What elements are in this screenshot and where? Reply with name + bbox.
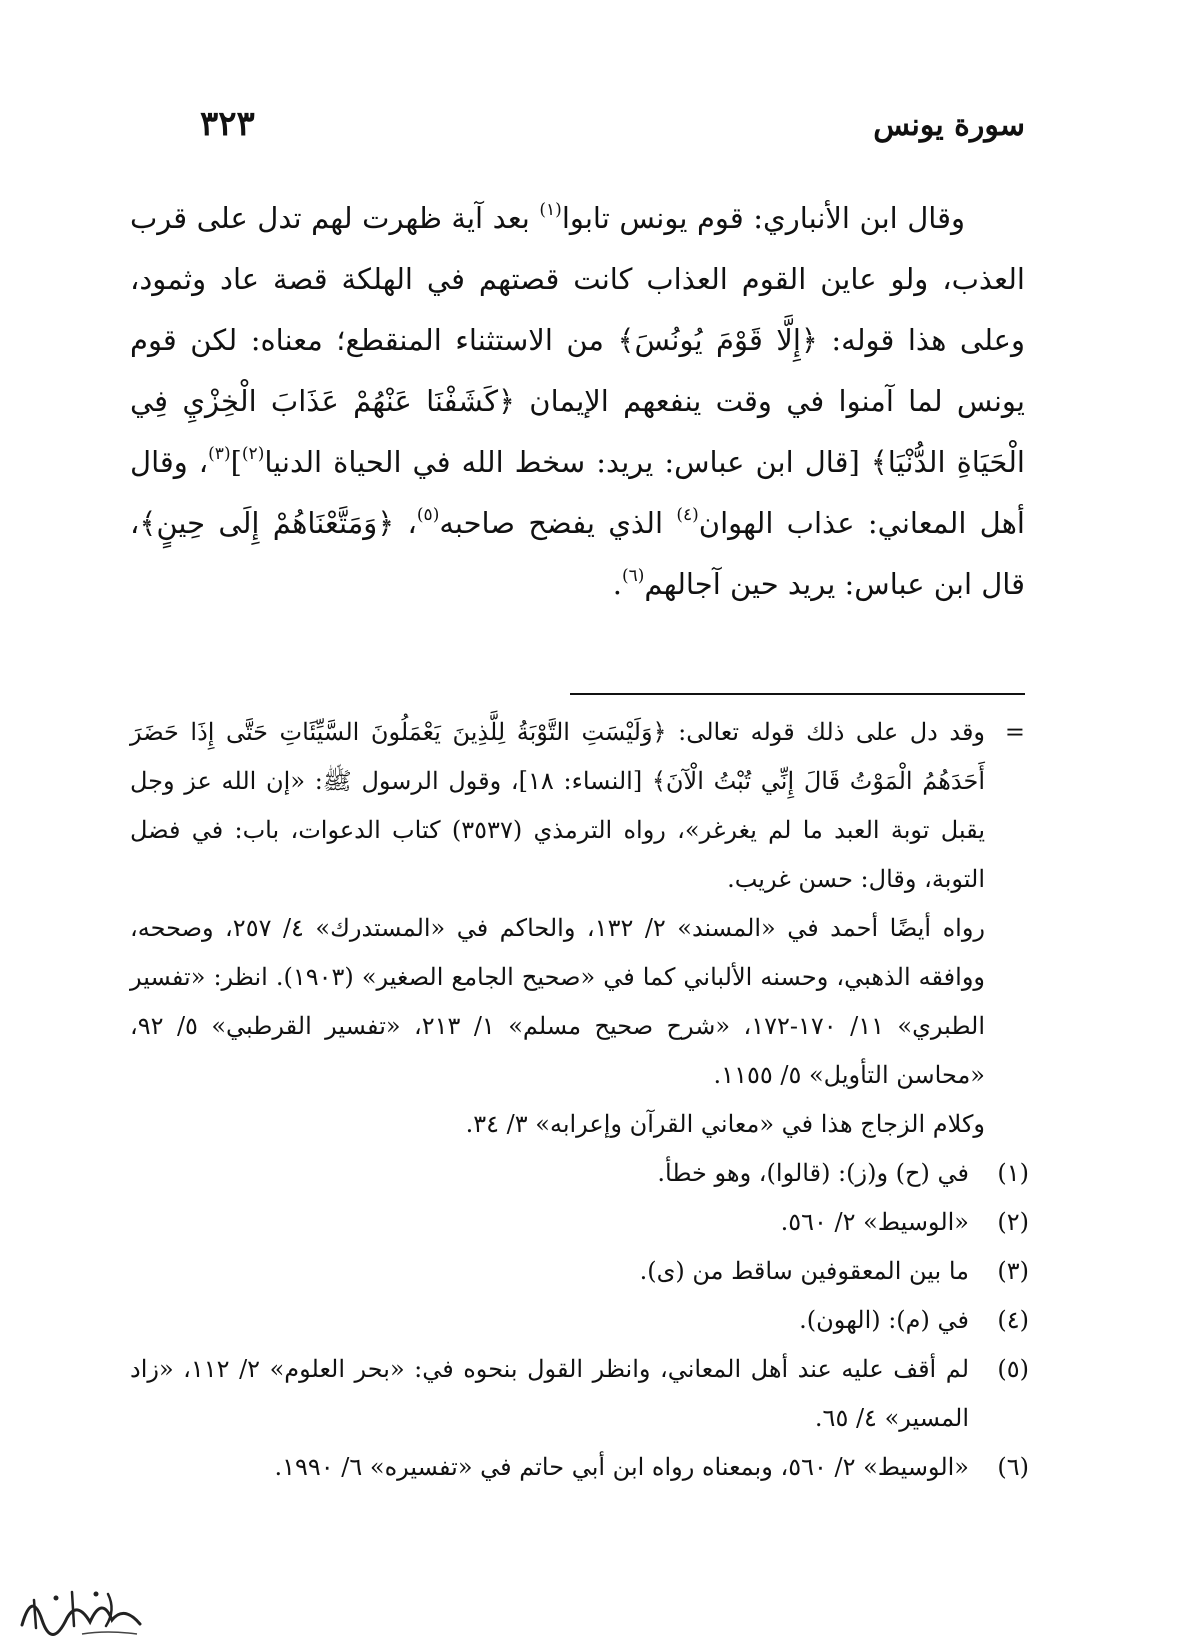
footnote-separator <box>570 693 1025 695</box>
footnote-paragraph: رواه أيضًا أحمد في «المسند» ٢/ ١٣٢، والحاكم في «المستدرك» ٤/ ٢٥٧، وصححه، ووافقه الذهبي، وحسنه الألباني كما في «صحيح الجامع الصغير» (١٩٠٣). انظر: «تفسير الطبري» ١١/ ١٧٠-١٧٢، «شرح صحيح مسلم» ١/ ٢١٣، «تفسير القرطبي» ٥/ ٩٢، «محاسن التأويل» ٥/ ١١٥٥. <box>130 914 986 1089</box>
text-segment: . <box>612 567 622 601</box>
continuation-marker: = <box>1004 718 1025 746</box>
text-segment: ، وقال أهل المعاني: عذاب الهوان <box>130 445 1025 540</box>
text-segment: الذي يفضح صاحبه <box>439 506 677 540</box>
footnote-paragraph: وكلام الزجاج هذا في «معاني القرآن وإعرابه» ٣/ ٣٤. <box>465 1110 985 1138</box>
footnote-number: (٥) <box>997 1355 1029 1383</box>
footnote-item <box>130 1149 1029 1198</box>
footnote-ref: (٢) <box>241 444 265 464</box>
calligraphy-stamp-icon <box>12 1580 152 1640</box>
text-segment: ، ﴿وَمَتَّعْنَاهُمْ إِلَى حِينٍ﴾، قال ابن عباس: يريد حين آجالهم <box>130 506 1025 601</box>
footnote-text: «الوسيط» ٢/ ٥٦٠. <box>780 1208 969 1236</box>
text-segment: بعد آية ظهرت لهم تدل على قرب العذب، ولو عاين القوم العذاب كانت قصتهم في الهلكة قصة عاد وثمود، وعلى هذا قوله: ﴿إِلَّا قَوْمَ يُونُسَ﴾ من الاستثناء المنقطع؛ معناه: لكن قوم يونس لما آمنوا في وقت ينفعهم الإيمان ﴿كَشَفْنَا عَنْهُمْ عَذَابَ الْخِزْيِ فِي الْحَيَاةِ الدُّنْيَا﴾ [قال ابن عباس: يريد: سخط الله في الحياة الدنيا <box>130 201 1025 479</box>
footnote-ref: (٤) <box>676 505 699 525</box>
page-number: ٣٢٣ <box>200 104 255 144</box>
footnote-continuation <box>130 708 1025 1149</box>
footnote-text: في (م): (الهون). <box>799 1306 969 1334</box>
footnote-number: (٢) <box>997 1208 1029 1236</box>
footnote-item <box>130 1296 1029 1345</box>
text-segment: ] <box>230 445 242 479</box>
running-title: سورة يونس <box>873 108 1025 143</box>
footnote-paragraph: وقد دل على ذلك قوله تعالى: ﴿وَلَيْسَتِ التَّوْبَةُ لِلَّذِينَ يَعْمَلُونَ السَّيِّئَاتِ حَتَّى إِذَا حَضَرَ أَحَدَهُمُ الْمَوْتُ قَالَ إِنِّي تُبْتُ الْآنَ﴾ [النساء: ١٨]، وقول الرسول ﷺ: «إن الله عز وجل يقبل توبة العبد ما لم يغرغر»، رواه الترمذي (٣٥٣٧) كتاب الدعوات، باب: في فضل التوبة، وقال: حسن غريب. <box>130 718 986 893</box>
footnote-text: في (ح) و(ز): (قالوا)، وهو خطأ. <box>657 1159 969 1187</box>
page-header <box>200 104 1025 148</box>
footnote-text: لم أقف عليه عند أهل المعاني، وانظر القول بنحوه في: «بحر العلوم» ٢/ ١١٢، «زاد المسير» ٤/ ٦٥. <box>130 1355 969 1432</box>
footnote-number: (٣) <box>997 1257 1029 1285</box>
footnote-text: «الوسيط» ٢/ ٥٦٠، وبمعناه رواه ابن أبي حاتم في «تفسيره» ٦/ ١٩٩٠. <box>274 1453 969 1481</box>
footnote-item <box>130 1247 1029 1296</box>
footnote-ref: (٦) <box>622 566 645 586</box>
footnote-number: (٤) <box>997 1306 1029 1334</box>
text-segment: وقال ابن الأنباري: قوم يونس تابوا <box>561 201 965 235</box>
main-paragraph <box>130 188 1025 615</box>
footnote-ref: (١) <box>539 200 562 220</box>
footnote-item <box>130 1198 1029 1247</box>
footnotes-section <box>130 708 1029 1492</box>
footnote-text: ما بين المعقوفين ساقط من (ى). <box>639 1257 969 1285</box>
footnote-item <box>130 1345 1029 1443</box>
footnote-item <box>130 1443 1029 1492</box>
main-text <box>130 188 1025 615</box>
footnote-ref: (٥) <box>416 505 440 525</box>
footnote-ref: (٣) <box>208 444 231 464</box>
footnote-number: (١) <box>997 1159 1029 1187</box>
footnote-number: (٦) <box>997 1453 1029 1481</box>
